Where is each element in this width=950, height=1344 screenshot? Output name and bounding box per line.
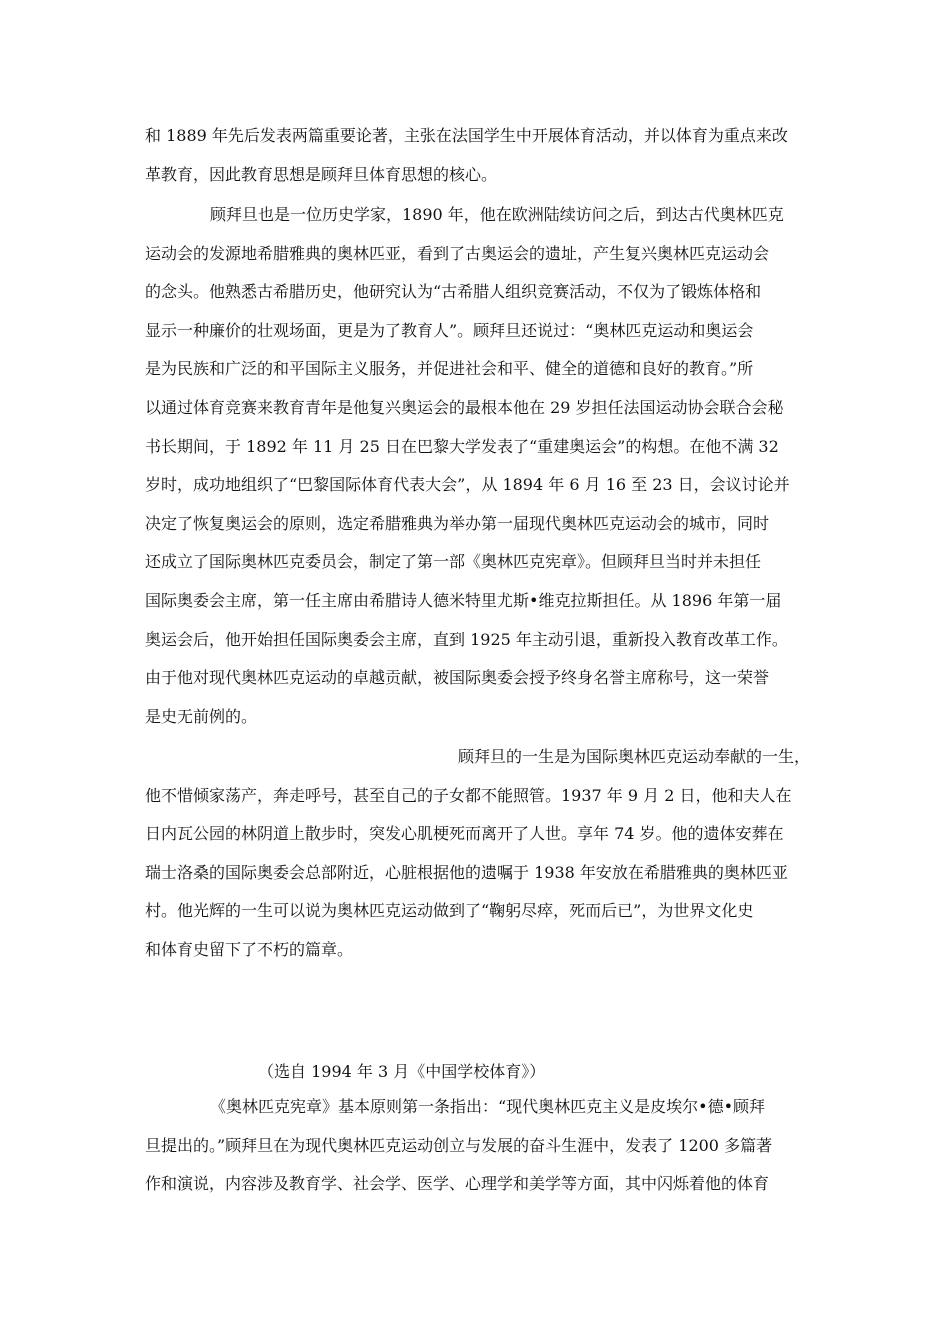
paragraph-line: 由于他对现代奥林匹克运动的卓越贡献，被国际奥委会授予终身名誉主席称号，这一荣誉 bbox=[145, 668, 770, 688]
paragraph-line: 是史无前例的。 bbox=[145, 706, 258, 726]
paragraph-line: 顾拜旦也是一位历史学家，1890 年，他在欧洲陆续访问之后，到达古代奥林匹克 bbox=[210, 205, 784, 224]
paragraph-line: 是为民族和广泛的和平国际主义服务，并促进社会和平、健全的道德和良好的教育。”所 bbox=[145, 359, 754, 379]
paragraph-4 bbox=[145, 1088, 810, 1204]
paragraph-3 bbox=[145, 738, 810, 970]
paragraph-line: 和体育史留下了不朽的篇章。 bbox=[145, 939, 354, 959]
source-caption: （选自 1994 年 3 月《中国学校体育》） bbox=[258, 1062, 546, 1081]
paragraph-line: 村。他光辉的一生可以说为奥林匹克运动做到了“鞠躬尽瘁，死而后已”，为世界文化史 bbox=[145, 901, 754, 921]
paragraph-line: 革教育，因此教育思想是顾拜旦体育思想的核心。 bbox=[145, 164, 498, 184]
paragraph-line: 国际奥委会主席，第一任主席由希腊诗人德米特里尤斯•维克拉斯担任。从 1896 年第一届 bbox=[145, 590, 782, 610]
paragraph-2 bbox=[145, 196, 810, 736]
paragraph-line: 书长期间，于 1892 年 11 月 25 日在巴黎大学发表了“重建奥运会”的构想。在他不满 32 bbox=[145, 436, 779, 456]
paragraph-line: 日内瓦公园的林阴道上散步时，突发心肌梗死而离开了人世。享年 74 岁。他的遗体安葬在 bbox=[145, 824, 784, 844]
paragraph-line: 顾拜旦的一生是为国际奥林匹克运动奉献的一生， bbox=[457, 747, 810, 766]
paragraph-line: 运动会的发源地希腊雅典的奥林匹亚，看到了古奥运会的遗址，产生复兴奥林匹克运动会 bbox=[145, 243, 770, 263]
paragraph-line: 还成立了国际奥林匹克委员会，制定了第一部《奥林匹克宪章》。但顾拜旦当时并未担任 bbox=[145, 552, 762, 572]
paragraph-line: 和 1889 年先后发表两篇重要论著，主张在法国学生中开展体育活动，并以体育为重点来改 bbox=[145, 126, 788, 145]
paragraph-line: 旦提出的。”顾拜旦在为现代奥林匹克运动创立与发展的奋斗生涯中，发表了 1200 多篇著 bbox=[145, 1135, 773, 1155]
paragraph-line: 的念头。他熟悉古希腊历史，他研究认为“古希腊人组织竞赛活动，不仅为了锻炼体格和 bbox=[145, 282, 762, 302]
paragraph-line: 显示一种廉价的壮观场面，更是为了教育人”。顾拜旦还说过：“奥林匹克运动和奥运会 bbox=[145, 320, 754, 340]
paragraph-line: 他不惜倾家荡产，奔走呼号，甚至自己的子女都不能照管。1937 年 9 月 2 日，他和夫人在 bbox=[145, 785, 792, 805]
paragraph-line: 岁时，成功地组织了“巴黎国际体育代表大会”，从 1894 年 6 月 16 至 23 日，会议讨论并 bbox=[145, 475, 790, 495]
paragraph-line: 《奥林匹克宪章》基本原则第一条指出：“现代奥林匹克主义是皮埃尔•德•顾拜 bbox=[210, 1097, 766, 1116]
paragraph-line: 瑞士洛桑的国际奥委会总部附近，心脏根据他的遗嘱于 1938 年安放在希腊雅典的奥林匹亚 bbox=[145, 862, 788, 882]
paragraph-1 bbox=[145, 117, 810, 194]
paragraph-line: 奥运会后，他开始担任国际奥委会主席，直到 1925 年主动引退，重新投入教育改革工作。 bbox=[145, 629, 788, 649]
paragraph-line: 以通过体育竞赛来教育青年是他复兴奥运会的最根本他在 29 岁担任法国运动协会联合会秘 bbox=[145, 397, 784, 417]
paragraph-line: 决定了恢复奥运会的原则，选定希腊雅典为举办第一届现代奥林匹克运动会的城市，同时 bbox=[145, 513, 770, 533]
paragraph-line: 作和演说，内容涉及教育学、社会学、医学、心理学和美学等方面，其中闪烁着他的体育 bbox=[145, 1174, 770, 1194]
